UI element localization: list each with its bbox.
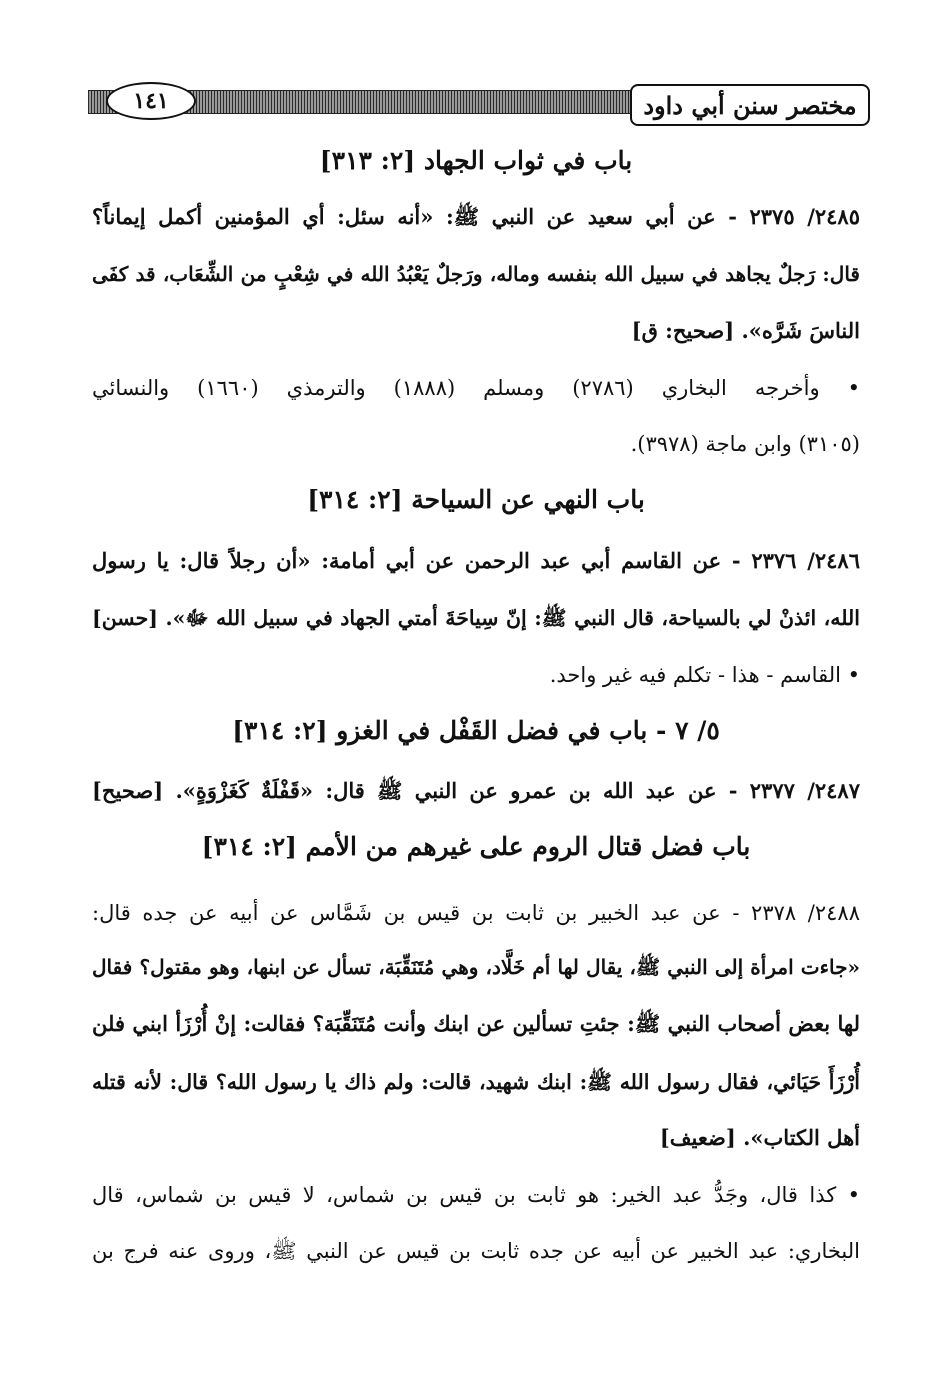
- hadith-line: ٢٤٨٨/ ٢٣٧٨ - عن عبد الخبير بن ثابت بن قيس بن شَمَّاس عن أبيه عن جده قال:: [92, 901, 860, 925]
- chapter-heading: باب فضل قتال الروم على غيرهم من الأمم [٢: ٣١٤]: [201, 832, 751, 861]
- book-title: مختصر سنن أبي داود: [630, 84, 870, 126]
- hadith-line: ٢٤٨٥/ ٢٣٧٥ - عن أبي سعيد عن النبي ﷺ: «أنه سئل: أي المؤمنين أكمل إيماناً؟: [92, 204, 860, 229]
- commentary-line: • القاسم - هذا - تكلم فيه غير واحد.: [549, 663, 860, 687]
- chapter-heading: ٥/ ٧ - باب في فضل القَفْل في الغزو [٢: ٣١٤]: [232, 716, 720, 745]
- hadith-line: الناسَ شَرَّه». [صحيح: ق]: [631, 318, 860, 343]
- page-header: [88, 84, 870, 128]
- hadith-line: «جاءت امرأة إلى النبي ﷺ، يقال لها أم خَلَّاد، وهي مُتَنَقِّبَة، تسأل عن ابنها، وهو مقتول؟ فقال: [92, 955, 860, 979]
- page-number: ١٤١: [106, 82, 196, 120]
- chapter-heading: باب في ثواب الجهاد [٢: ٣١٣]: [319, 146, 633, 175]
- hadith-line: قال: رَجلٌ يجاهد في سبيل الله بنفسه وماله، ورَجلٌ يَعْبُدُ الله في شِعْبٍ من الشِّعَاب، قد كفَى: [92, 262, 860, 286]
- hadith-line: لها بعض أصحاب النبي ﷺ: جئتِ تسألين عن ابنك وأنت مُتَنَقِّبَة؟ فقالت: إنْ أُرْزَأ ابني فلن: [92, 1011, 860, 1036]
- hadith-line: ٢٤٨٧/ ٢٣٧٧ - عن عبد الله بن عمرو عن النبي ﷺ قال: «قَفْلَةٌ كَغَزْوَةٍ». [صحيح]: [92, 778, 860, 803]
- hadith-line: أهل الكتاب». [ضعيف]: [659, 1125, 860, 1150]
- chapter-heading: باب النهي عن السياحة [٢: ٣١٤]: [307, 485, 645, 514]
- commentary-line: • كذا قال، وجَدُّ عبد الخير: هو ثابت بن قيس بن شماس، لا قيس بن شماس، قال: [92, 1183, 860, 1207]
- hadith-line: أُرْزَأَ حَيَائي، فقال رسول الله ﷺ: ابنك شهيد، قالت: ولم ذاك يا رسول الله؟ قال: لأنه قتله: [92, 1070, 860, 1094]
- hadith-line: ٢٤٨٦/ ٢٣٧٦ - عن القاسم أبي عبد الرحمن عن أبي أمامة: «أن رجلاً قال: يا رسول: [92, 548, 860, 573]
- hadith-line: الله، ائذنْ لي بالسياحة، قال النبي ﷺ: إنّ سِياحَةَ أمتي الجهاد في سبيل الله ﷻ». [حسن]: [92, 606, 860, 630]
- commentary-line: • وأخرجه البخاري (٢٧٨٦) ومسلم (١٨٨٨) والترمذي (١٦٦٠) والنسائي: [92, 376, 860, 400]
- commentary-line: (٣١٠٥) وابن ماجة (٣٩٧٨).: [630, 432, 860, 456]
- commentary-line: البخاري: عبد الخبير عن أبيه عن جده ثابت بن قيس عن النبي ﷺ، وروى عنه فرج بن: [92, 1239, 860, 1263]
